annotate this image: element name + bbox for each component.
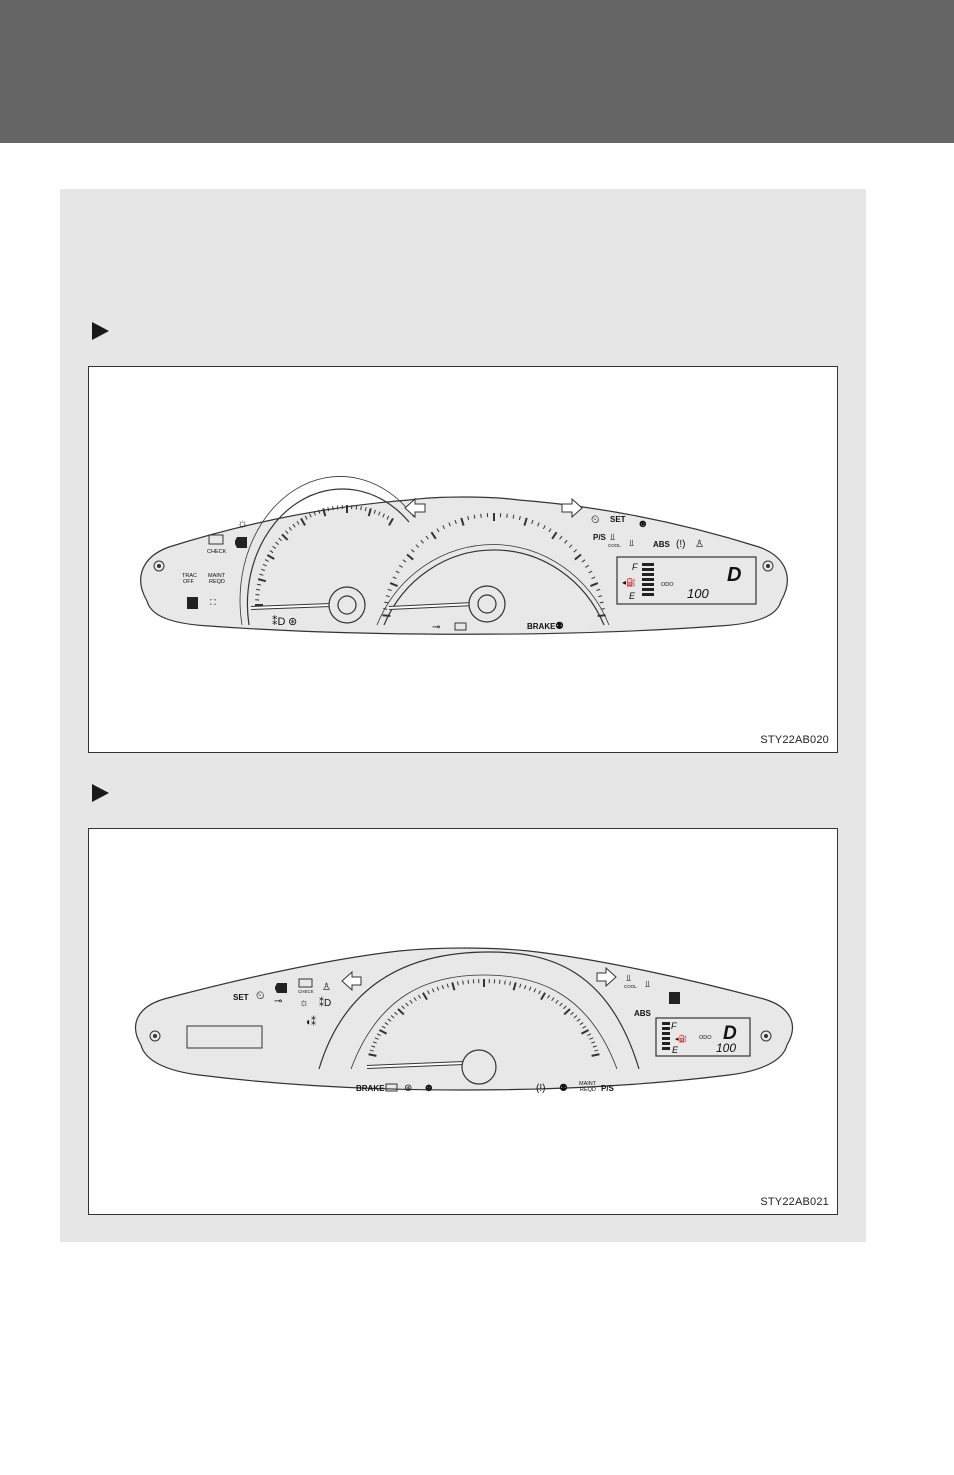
coolant-temp-icon: ⫫ xyxy=(645,979,651,989)
seatbelt-icon: ⚉ xyxy=(559,1083,568,1094)
fog-light-icon: ◖⁑ xyxy=(305,1017,317,1028)
svg-text:ABS: ABS xyxy=(653,540,670,549)
gauge-tick xyxy=(468,980,469,984)
oil-pressure-icon: ⊸ xyxy=(274,996,283,1007)
svg-text:ODO: ODO xyxy=(699,1035,712,1041)
cruise-control-icon: ⏲ xyxy=(256,990,265,1002)
svg-text:SET: SET xyxy=(233,993,249,1002)
svg-text:CHECK: CHECK xyxy=(207,549,227,555)
gauge-tick xyxy=(499,980,500,984)
slip-indicator-icon: ☼ xyxy=(237,516,248,530)
gauge-tick xyxy=(513,515,514,519)
slip-indicator-icon: ⛶ xyxy=(210,598,216,607)
brake-icon: ⊛ xyxy=(288,616,298,628)
airbag-icon: ☻ xyxy=(637,518,649,530)
seatbelt-icon: ♙ xyxy=(322,982,331,993)
svg-text:D: D xyxy=(723,1023,737,1044)
seatbelt-icon: ♙ xyxy=(695,539,704,550)
cluster-diagram-1 xyxy=(89,367,839,754)
svg-text:BRAKE: BRAKE xyxy=(527,622,556,631)
gauge-tick xyxy=(256,589,260,590)
svg-text:ABS: ABS xyxy=(634,1009,651,1018)
brake-icon: ⊛ xyxy=(404,1083,413,1094)
svg-text:F: F xyxy=(632,562,638,572)
svg-text:E: E xyxy=(629,591,636,601)
svg-text:MAINT: MAINT xyxy=(579,1081,597,1087)
svg-text:SET: SET xyxy=(610,515,626,524)
section-arrow-icon xyxy=(92,322,109,340)
header-band xyxy=(0,0,954,143)
gauge-tick xyxy=(361,506,362,510)
seatbelt-icon: ⚉ xyxy=(555,621,564,632)
svg-text:F: F xyxy=(671,1021,677,1031)
headlight-high-beam-icon xyxy=(275,983,287,993)
svg-text:P/S: P/S xyxy=(601,1084,614,1093)
svg-text:MAINT: MAINT xyxy=(208,573,226,579)
gauge-tick xyxy=(463,981,464,985)
fuel-pump-icon: ◂⛽ xyxy=(675,1036,688,1043)
figure-instrument-cluster-1 xyxy=(88,366,838,753)
svg-text:REQD: REQD xyxy=(209,579,225,585)
section-arrow-icon xyxy=(92,784,109,802)
airbag-icon: ☻ xyxy=(423,1082,435,1094)
oil-pressure-icon: ⊸ xyxy=(432,622,441,633)
cluster-diagram-2 xyxy=(89,829,839,1216)
svg-text:D: D xyxy=(727,564,742,586)
figure-id: STY22AB021 xyxy=(760,1196,829,1208)
gauge-tick xyxy=(505,981,506,985)
headlight-icon xyxy=(235,537,247,548)
svg-text:COOL: COOL xyxy=(608,543,621,548)
cruise-control-icon: ⏲ xyxy=(591,514,600,526)
blank-display xyxy=(187,1026,262,1048)
svg-text:ODO: ODO xyxy=(661,582,674,588)
svg-text:CHECK: CHECK xyxy=(298,989,314,994)
svg-text:OFF: OFF xyxy=(183,579,194,585)
coolant-temp-icon: ⫫ xyxy=(610,532,616,542)
svg-text:TRAC: TRAC xyxy=(182,573,197,579)
fog-light-icon: ⁑D xyxy=(272,616,286,628)
tire-pressure-icon: (!) xyxy=(676,539,686,550)
svg-text:REQD: REQD xyxy=(580,1087,596,1093)
figure-instrument-cluster-2 xyxy=(88,828,838,1215)
coolant-temp-icon: ⫫ xyxy=(626,973,632,983)
svg-text:100: 100 xyxy=(687,586,709,601)
fuel-pump-icon: ◂⛽ xyxy=(622,578,636,587)
svg-text:100: 100 xyxy=(716,1041,737,1055)
svg-text:BRAKE: BRAKE xyxy=(356,1084,385,1093)
svg-text:P/S: P/S xyxy=(593,533,606,542)
figure-id: STY22AB020 xyxy=(760,734,829,746)
gauge-tick xyxy=(382,615,390,616)
tire-pressure-icon: (!) xyxy=(536,1083,546,1094)
door-open-icon xyxy=(669,992,680,1004)
door-open-icon xyxy=(187,597,198,609)
svg-text:E: E xyxy=(672,1045,679,1055)
fog-light-icon: ⁑D xyxy=(319,998,332,1009)
svg-text:COOL: COOL xyxy=(624,984,637,989)
slip-indicator-icon: ☼ xyxy=(299,997,310,1009)
gauge-tick xyxy=(333,506,334,510)
gauge-tick xyxy=(474,515,475,519)
coolant-temp-icon: ⫫ xyxy=(629,538,635,548)
